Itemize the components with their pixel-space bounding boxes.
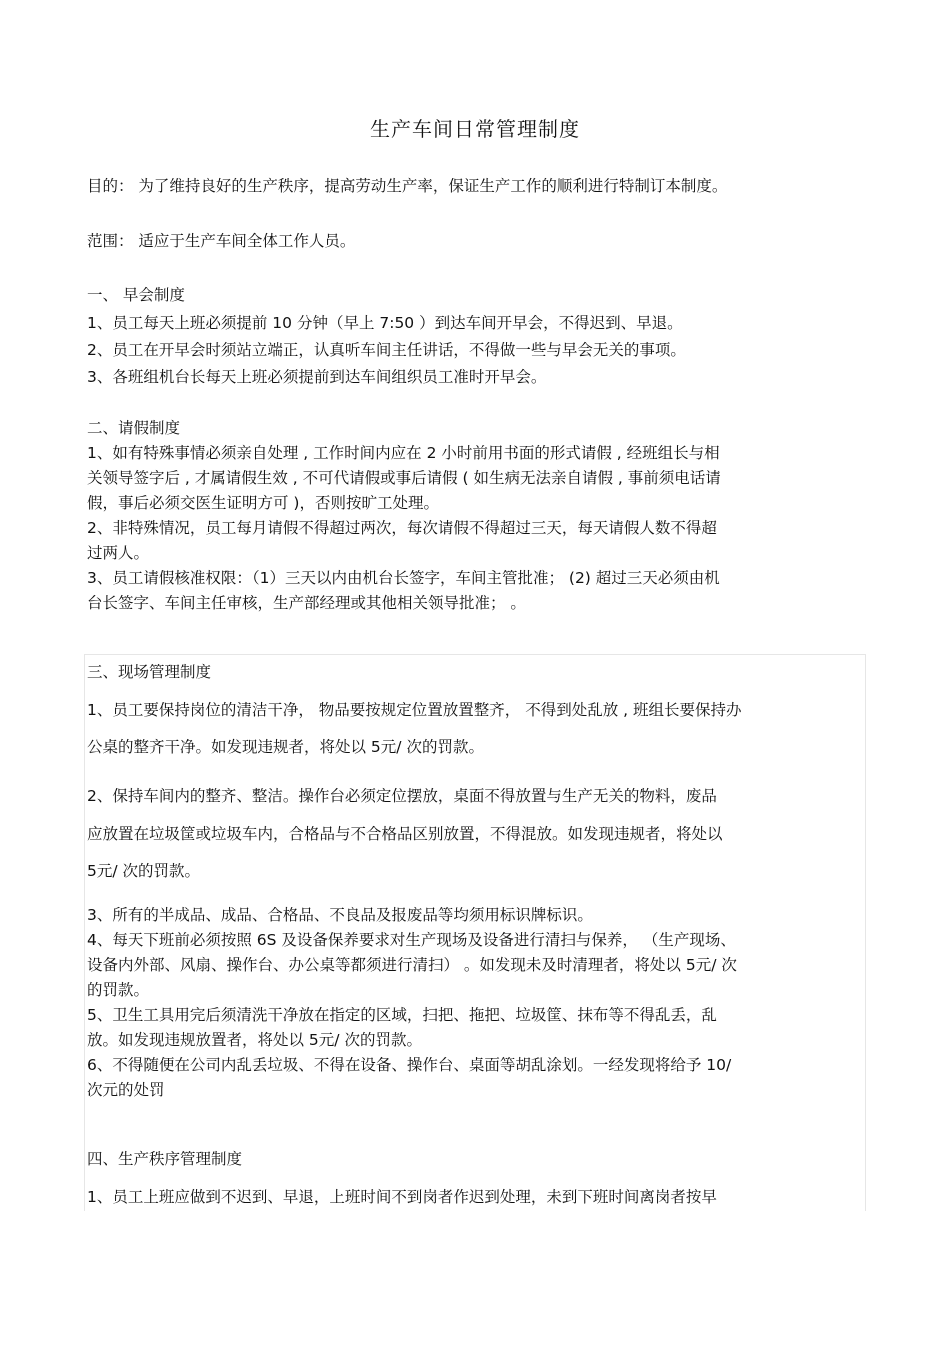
document-title: 生产车间日常管理制度	[370, 117, 580, 141]
section-heading-site-management: 三、现场管理制度	[87, 663, 212, 681]
section-line: 2、保持车间内的整齐、整洁。操作台必须定位摆放，桌面不得放置与生产无关的物料，废品	[87, 787, 717, 805]
section-line: 1、员工每天上班必须提前 10 分钟（早上 7:50 ）到达车间开早会，不得迟到、早退。	[87, 314, 683, 332]
section-line: 3、各班组机台长每天上班必须提前到达车间组织员工准时开早会。	[87, 368, 547, 386]
section-line: 台长签字、车间主任审核，生产部经理或其他相关领导批准； 。	[87, 594, 526, 612]
section-line: 设备内外部、风扇、操作台、办公桌等都须进行清扫） 。如发现未及时清理者，将处以 5元/ 次	[87, 956, 737, 974]
scope-text: 范围： 适应于生产车间全体工作人员。	[87, 232, 356, 250]
section-line: 6、不得随便在公司内乱丢垃圾、不得在设备、操作台、桌面等胡乱涂划。一经发现将给予 10/	[87, 1056, 732, 1074]
section-line: 过两人。	[87, 544, 150, 562]
section-line: 公桌的整齐干净。如发现违规者，将处以 5元/ 次的罚款。	[87, 738, 484, 756]
section-line: 假，事后必须交医生证明方可 )，否则按旷工处理。	[87, 494, 439, 512]
section-line: 2、非特殊情况，员工每月请假不得超过两次，每次请假不得超过三天，每天请假人数不得超	[87, 519, 717, 537]
section-line: 5、卫生工具用完后须清洗干净放在指定的区域，扫把、拖把、垃圾筐、抹布等不得乱丢，乱	[87, 1006, 717, 1024]
section-heading-leave: 二、请假制度	[87, 419, 181, 437]
section-line: 4、每天下班前必须按照 6S 及设备保养要求对生产现场及设备进行清扫与保养， （生产现场、	[87, 931, 736, 949]
section-heading-production-order: 四、生产秩序管理制度	[87, 1150, 243, 1168]
section-line: 2、员工在开早会时须站立端正，认真听车间主任讲话，不得做一些与早会无关的事项。	[87, 341, 686, 359]
section-heading-morning-meeting: 一、 早会制度	[87, 286, 185, 304]
section-line: 次元的处罚	[87, 1081, 165, 1099]
section-line: 1、员工要保持岗位的清洁干净， 物品要按规定位置放置整齐， 不得到处乱放 , 班组长要保持办	[87, 701, 742, 719]
section-line: 1、如有特殊事情必须亲自处理 , 工作时间内应在 2 小时前用书面的形式请假 , 经班组长与相	[87, 444, 720, 462]
purpose-text: 目的： 为了维持良好的生产秩序，提高劳动生产率，保证生产工作的顺利进行特制订本制度。	[87, 177, 728, 195]
section-line: 应放置在垃圾筐或垃圾车内，合格品与不合格品区别放置，不得混放。如发现违规者，将处以	[87, 825, 723, 843]
section-line: 放。如发现违规放置者，将处以 5元/ 次的罚款。	[87, 1031, 422, 1049]
section-line: 3、所有的半成品、成品、合格品、不良品及报废品等均须用标识牌标识。	[87, 906, 593, 924]
section-line: 的罚款。	[87, 981, 150, 999]
section-line: 关领导签字后 , 才属请假生效 , 不可代请假或事后请假 ( 如生病无法亲自请假 , 事前须电话请	[87, 469, 721, 487]
section-line: 5元/ 次的罚款。	[87, 862, 201, 880]
section-line: 1、员工上班应做到不迟到、早退，上班时间不到岗者作迟到处理，未到下班时间离岗者按早	[87, 1188, 717, 1206]
section-line: 3、员工请假核准权限：（1）三天以内由机台长签字，车间主管批准； (2) 超过三天必须由机	[87, 569, 720, 587]
